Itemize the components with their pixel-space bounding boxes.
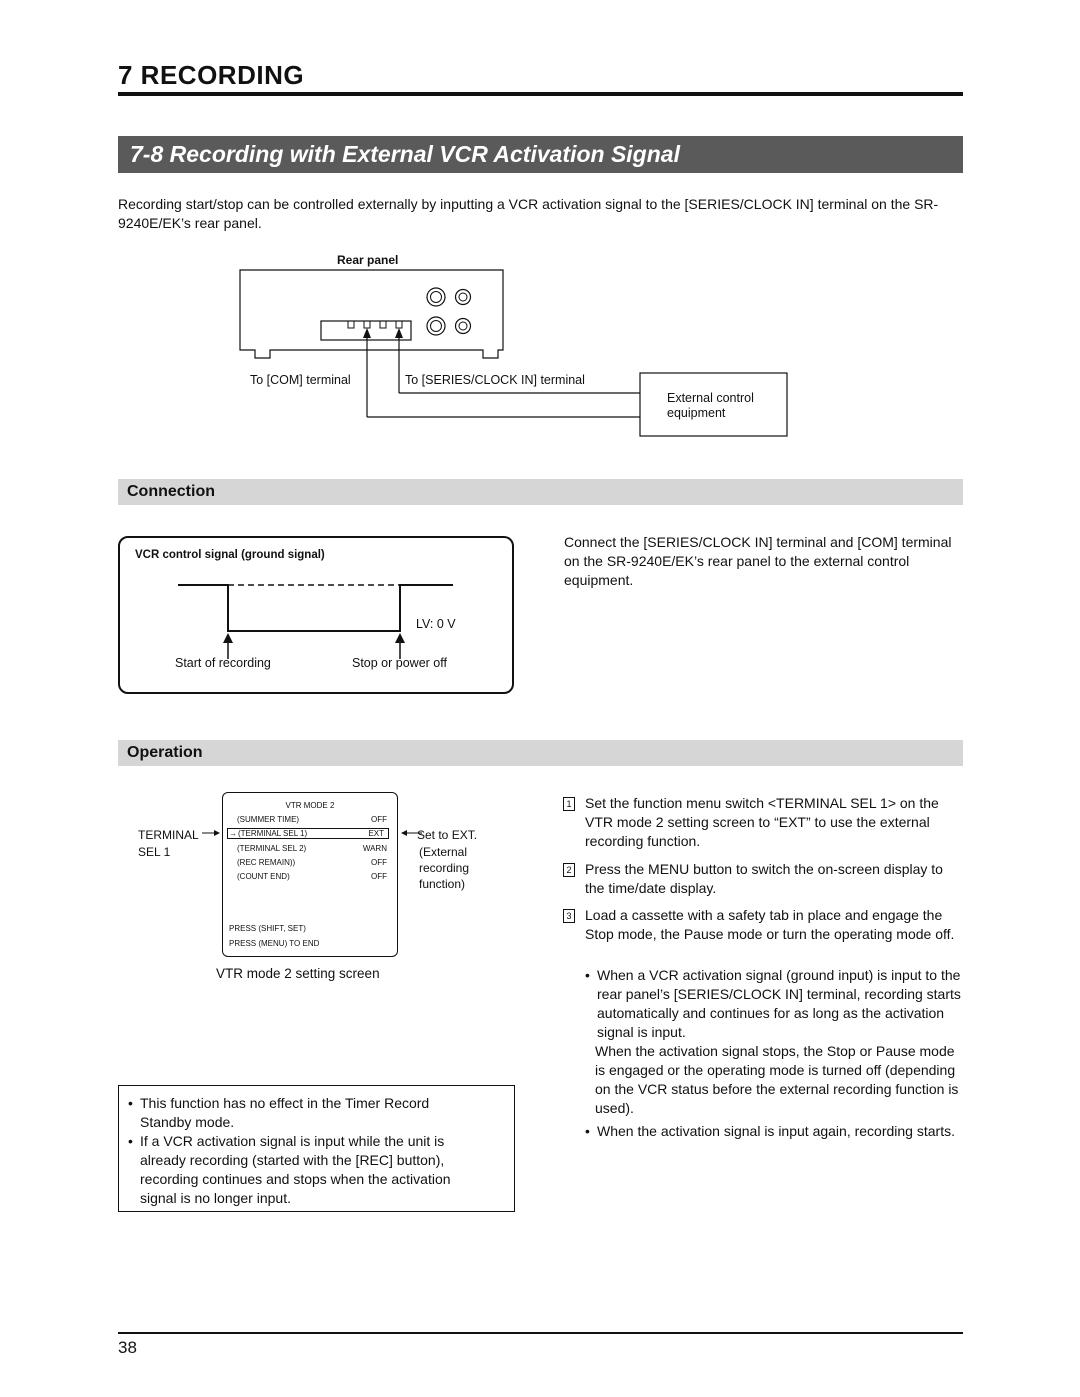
arrow-up-icon	[363, 328, 371, 338]
page-number: 38	[118, 1338, 137, 1357]
section-title: 7-8 Recording with External VCR Activation Signal	[130, 141, 680, 167]
rear-panel-label: Rear panel	[337, 253, 399, 267]
list-item: • This function has no effect in the Timer Record Standby mode.	[128, 1094, 483, 1132]
list-item: • If a VCR activation signal is input while the unit is already recording (started with the [REC] button), recording continues and stops when the activation signal is no longer input.	[128, 1132, 483, 1208]
connection-bar	[118, 479, 963, 505]
connection-heading: Connection	[127, 483, 215, 500]
jack-icon	[456, 290, 471, 305]
list-item: • When the activation signal is input again, recording starts.	[585, 1122, 965, 1141]
jack-icon	[456, 319, 471, 334]
list-item-continuation: When the activation signal stops, the Stop or Pause mode is engaged or the operating mode is turned off (depending on the VCR status before the external recording function is used).	[595, 1043, 959, 1116]
rear-panel-outline	[240, 270, 503, 358]
set-note-2: recording	[419, 861, 470, 875]
terminal-label-2: SEL 1	[138, 845, 171, 859]
intro-paragraph: Recording start/stop can be controlled externally by inputting a VCR activation signal to the [SERIES/CLOCK IN] terminal on the SR-9240E/EK’s rear panel.	[118, 196, 939, 231]
vtr-mode2-screen	[222, 792, 398, 957]
note-list	[128, 1094, 483, 1208]
menu-title: VTR MODE 2	[285, 801, 335, 810]
step-number: 3	[563, 909, 575, 923]
menu-footer-2: PRESS (MENU) TO END	[229, 939, 320, 948]
menu-row-selected: → (TERMINAL SEL 1) EXT	[227, 828, 389, 839]
arrow-left-icon	[401, 830, 407, 836]
com-terminal-label: To [COM] terminal	[250, 373, 351, 387]
sub-bullet-list	[585, 966, 965, 1141]
signal-box-title: VCR control signal (ground signal)	[135, 549, 325, 561]
step-2: 2 Press the MENU button to switch the on-screen display to the time/date display.	[563, 860, 963, 898]
menu-row: (TERMINAL SEL 2) WARN	[237, 844, 387, 853]
set-note-1: (External	[419, 845, 468, 859]
arrow-right-icon	[214, 830, 220, 836]
menu-row: (SUMMER TIME) OFF	[237, 815, 387, 824]
lv-label: LV: 0 V	[416, 617, 456, 631]
step-3: 3 Load a cassette with a safety tab in place and engage the Stop mode, the Pause mode or turn the operating mode off.	[563, 906, 963, 944]
external-equipment-label-1: External control	[667, 391, 754, 405]
arrow-up-icon	[395, 633, 405, 643]
start-label: Start of recording	[175, 656, 271, 670]
connection-text: Connect the [SERIES/CLOCK IN] terminal and [COM] terminal on the SR-9240E/EK’s rear panel to the external control equipment.	[564, 534, 952, 588]
step-number: 2	[563, 863, 575, 877]
jack-icon	[427, 288, 445, 306]
chapter-rule	[118, 92, 963, 96]
list-item: • When a VCR activation signal (ground input) is input to the rear panel’s [SERIES/CLOCK IN] terminal, recording starts automatically and continues for as long as the activation signal is input.	[585, 966, 965, 1042]
set-to-label: Set to EXT.	[417, 828, 478, 842]
set-note-3: function)	[419, 877, 466, 891]
stop-label: Stop or power off	[352, 656, 447, 670]
operation-bar	[118, 740, 963, 766]
arrow-up-icon	[395, 328, 403, 338]
operation-heading: Operation	[127, 744, 203, 761]
terminal-label-1: TERMINAL	[138, 828, 199, 842]
step-number: 1	[563, 797, 575, 811]
jack-icon	[427, 317, 445, 335]
arrow-up-icon	[223, 633, 233, 643]
external-equipment-label-2: equipment	[667, 406, 726, 420]
menu-row: (REC REMAIN)) OFF	[237, 858, 387, 867]
series-terminal-label: To [SERIES/CLOCK IN] terminal	[405, 373, 585, 387]
chapter-title: 7 RECORDING	[118, 60, 305, 90]
menu-row: (COUNT END) OFF	[237, 872, 387, 881]
menu-footer-1: PRESS (SHIFT, SET)	[229, 924, 306, 933]
step-1: 1 Set the function menu switch <TERMINAL SEL 1> on the VTR mode 2 setting screen to “EXT” to use the external recording function.	[563, 794, 963, 851]
menu-caption: VTR mode 2 setting screen	[216, 966, 380, 981]
footer-rule	[118, 1332, 963, 1334]
